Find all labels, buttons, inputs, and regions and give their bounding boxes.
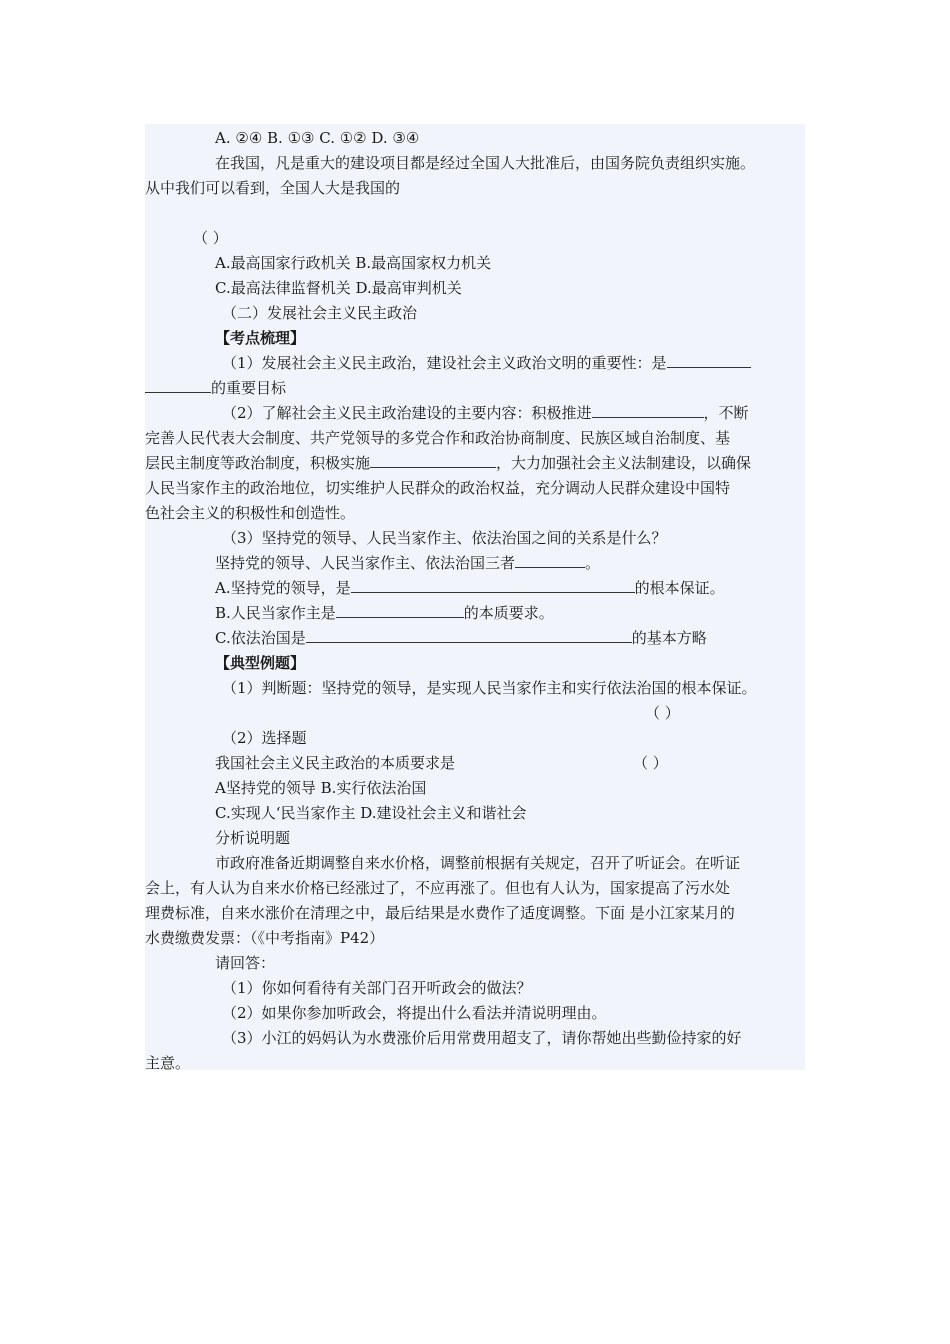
option-line [215, 278, 462, 298]
body-line [145, 478, 730, 498]
text-span: 色社会主义的积极性和创造性。 [145, 504, 356, 522]
body-line [215, 628, 707, 648]
text-span: 市政府准备近期调整自来水价格，调整前根据有关规定，召开了听证会。在听证 [215, 854, 741, 872]
text-span: ，不断 [703, 404, 749, 422]
text-span: 的本质要求。 [463, 604, 554, 622]
body-line [145, 928, 384, 948]
option-line [215, 253, 491, 273]
text-span: 坚持党的领导、人民当家作主、依法治国三者 [215, 554, 516, 572]
text-span: （2）了解社会主义民主政治建设的主要内容：积极推进 [222, 404, 592, 422]
body-line [145, 453, 751, 473]
body-line [145, 1053, 190, 1073]
body-line [145, 428, 730, 448]
text-span: ，大力加强社会主义法制建设，以确保 [496, 454, 752, 472]
text-span: （3）小江的妈妈认为水费涨价后用常费用超支了，请你帮她出些勤俭持家的好 [222, 1029, 742, 1047]
body-line [222, 353, 751, 373]
text-span: A. ②④ B. ①③ C. ①② D. ③④ [215, 129, 420, 147]
text-span: C.最高法律监督机关 D.最高审判机关 [215, 279, 462, 297]
text-span: 。 [585, 554, 601, 572]
fill-blank [370, 453, 496, 468]
answer-bracket [633, 753, 668, 773]
body-line [215, 753, 455, 773]
fill-blank [306, 628, 632, 643]
answer-bracket [645, 703, 680, 723]
text-span: 分析说明题 [215, 829, 291, 847]
option-line [215, 803, 527, 823]
body-line [215, 603, 554, 623]
text-span: A坚持党的领导 B.实行依法治国 [215, 779, 427, 797]
body-line [215, 553, 600, 573]
body-line [145, 503, 355, 523]
text-span: 【考点梳理】 [215, 329, 306, 347]
text-span: 主意。 [145, 1054, 191, 1072]
fill-blank [667, 353, 751, 368]
fill-blank [592, 403, 704, 418]
text-span: （ ） [633, 754, 668, 772]
body-line [145, 378, 286, 398]
text-span: （二）发展社会主义民主政治 [222, 304, 418, 322]
body-line [215, 853, 740, 873]
option-line [215, 778, 426, 798]
body-line [145, 878, 730, 898]
text-span: 请回答： [215, 954, 276, 972]
body-line [222, 528, 667, 548]
text-span: （2）如果你参加听政会，将提出什么看法并清说明理由。 [222, 1004, 607, 1022]
body-line [222, 978, 532, 998]
body-line [222, 1028, 742, 1048]
text-span: 水费缴费发票：（《中考指南》P42） [145, 929, 385, 947]
text-span: C.实现人‘民当家作主 D.建设社会主义和谐社会 [215, 804, 527, 822]
text-span: （1）判断题：坚持党的领导，是实现人民当家作主和实行依法治国的根本保证。 [222, 679, 757, 697]
body-line [222, 728, 307, 748]
section-heading [222, 303, 417, 323]
body-line [145, 903, 735, 923]
text-span: 我国社会主义民主政治的本质要求是 [215, 754, 456, 772]
text-span: 的重要目标 [211, 379, 287, 397]
subsection-heading [215, 328, 305, 348]
text-span: 的根本保证。 [634, 579, 725, 597]
text-span: 从中我们可以看到，全国人大是我国的 [145, 179, 401, 197]
body-line [222, 1003, 607, 1023]
question-line [145, 178, 400, 198]
text-span: B.人民当家作主是 [215, 604, 336, 622]
question-line [215, 153, 755, 173]
text-span: （1）发展社会主义民主政治，建设社会主义政治文明的重要性：是 [222, 354, 667, 372]
answer-options-line [215, 128, 419, 148]
text-span: C.依法治国是 [215, 629, 306, 647]
fill-blank [351, 578, 635, 593]
text-span: （ ） [193, 229, 228, 247]
text-span: A.坚持党的领导，是 [215, 579, 351, 597]
text-span: （1）你如何看待有关部门召开听政会的做法？ [222, 979, 532, 997]
body-line [222, 403, 749, 423]
fill-blank [145, 378, 211, 393]
text-span: 会上，有人认为自来水价格已经涨过了，不应再涨了。但也有人认为，国家提高了污水处 [145, 879, 731, 897]
text-span: 的基本方略 [631, 629, 707, 647]
text-span: 【典型例题】 [215, 654, 306, 672]
text-span: 层民主制度等政治制度，积极实施 [145, 454, 371, 472]
text-span: 人民当家作主的政治地位，切实维护人民群众的政治权益，充分调动人民群众建设中国特 [145, 479, 731, 497]
text-span: （2）选择题 [222, 729, 307, 747]
fill-blank [515, 553, 585, 568]
text-span: 理费标准，自来水涨价在清理之中，最后结果是水费作了适度调整。下面 是小江家某月的 [145, 904, 735, 922]
subsection-heading [215, 653, 305, 673]
body-line [215, 578, 725, 598]
body-line [215, 828, 290, 848]
text-span: 完善人民代表大会制度、共产党领导的多党合作和政治协商制度、民族区域自治制度、基 [145, 429, 731, 447]
body-line [215, 953, 275, 973]
body-line [222, 678, 757, 698]
answer-bracket [193, 228, 228, 248]
text-span: （3）坚持党的领导、人民当家作主、依法治国之间的关系是什么？ [222, 529, 667, 547]
text-span: 在我国，凡是重大的建设项目都是经过全国人大批准后，由国务院负责组织实施。 [215, 154, 756, 172]
text-span: A.最高国家行政机关 B.最高国家权力机关 [215, 254, 492, 272]
text-span: （ ） [645, 704, 680, 722]
fill-blank [336, 603, 464, 618]
